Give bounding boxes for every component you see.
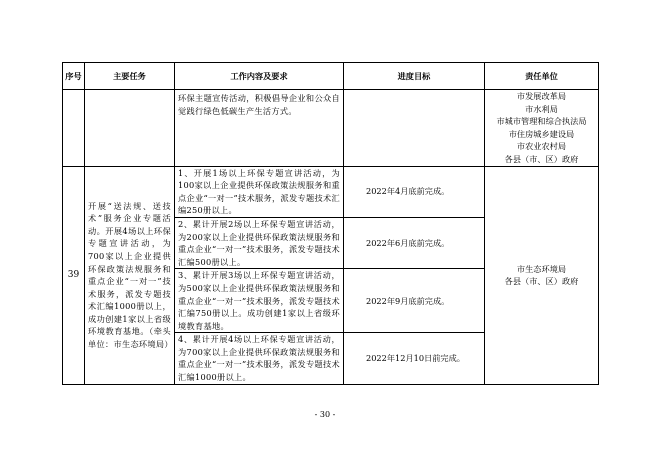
continued-task bbox=[85, 90, 175, 167]
header-task: 主要任务 bbox=[85, 63, 175, 90]
progress-target: 2022年9月底前完成。 bbox=[344, 269, 485, 333]
work-item: 2、累计开展2场以上环保专题宣讲活动，为200家以上企业提供环保政策法规服务和重点企业“一对一”技术服务，派发专题技术汇编500册以上。 bbox=[175, 217, 344, 268]
progress-target: 2022年12月10日前完成。 bbox=[344, 333, 485, 384]
continued-target bbox=[344, 90, 485, 167]
work-item: 1、开展1场以上环保专题宣讲活动，为100家以上企业提供环保政策法规服务和重点企业“一对一”技术服务，派发专题技术汇编250册以上。 bbox=[175, 166, 344, 217]
task-table bbox=[62, 62, 599, 385]
header-target: 进度目标 bbox=[344, 63, 485, 90]
continued-no bbox=[63, 90, 85, 167]
work-item: 3、累计开展3场以上环保专题宣讲活动，为500家以上企业提供环保政策法规服务和重点企业“一对一”技术服务，派发专题技术汇编750册以上。成功创建1家以上省级环境教育基地。 bbox=[175, 269, 344, 333]
table-row bbox=[63, 166, 599, 217]
continued-units: 市发展改革局 市水利局 市城市管理和综合执法局 市住房城乡建设局 市农业农村局 各县（市、区）政府 bbox=[485, 90, 599, 167]
responsible-units: 市生态环境局 各县（市、区）政府 bbox=[485, 166, 599, 384]
header-no: 序号 bbox=[63, 63, 85, 90]
continued-row bbox=[63, 90, 599, 167]
progress-target: 2022年4月底前完成。 bbox=[344, 166, 485, 217]
header-row bbox=[63, 63, 599, 90]
work-item: 4、累计开展4场以上环保专题宣讲活动，为700家以上企业提供环保政策法规服务和重点企业“一对一”技术服务，派发专题技术汇编1000册以上。 bbox=[175, 333, 344, 384]
row-number: 39 bbox=[63, 166, 85, 384]
page-number: - 30 - bbox=[314, 410, 336, 419]
continued-content: 环保主题宣传活动，积极倡导企业和公众自觉践行绿色低碳生产生活方式。 bbox=[175, 90, 344, 167]
header-units: 责任单位 bbox=[485, 63, 599, 90]
header-content: 工作内容及要求 bbox=[175, 63, 344, 90]
progress-target: 2022年6月底前完成。 bbox=[344, 217, 485, 268]
main-task: 开展“送法规、送技术”服务企业专题活动。开展4场以上环保专题宣讲活动，为700家以上企业提供环保政策法规服务和重点企业“一对一”技术服务，派发专题技术汇编1000册以上，成功创建1家以上省级环境教育基地。（牵头单位：市生态环境局） bbox=[85, 166, 175, 384]
